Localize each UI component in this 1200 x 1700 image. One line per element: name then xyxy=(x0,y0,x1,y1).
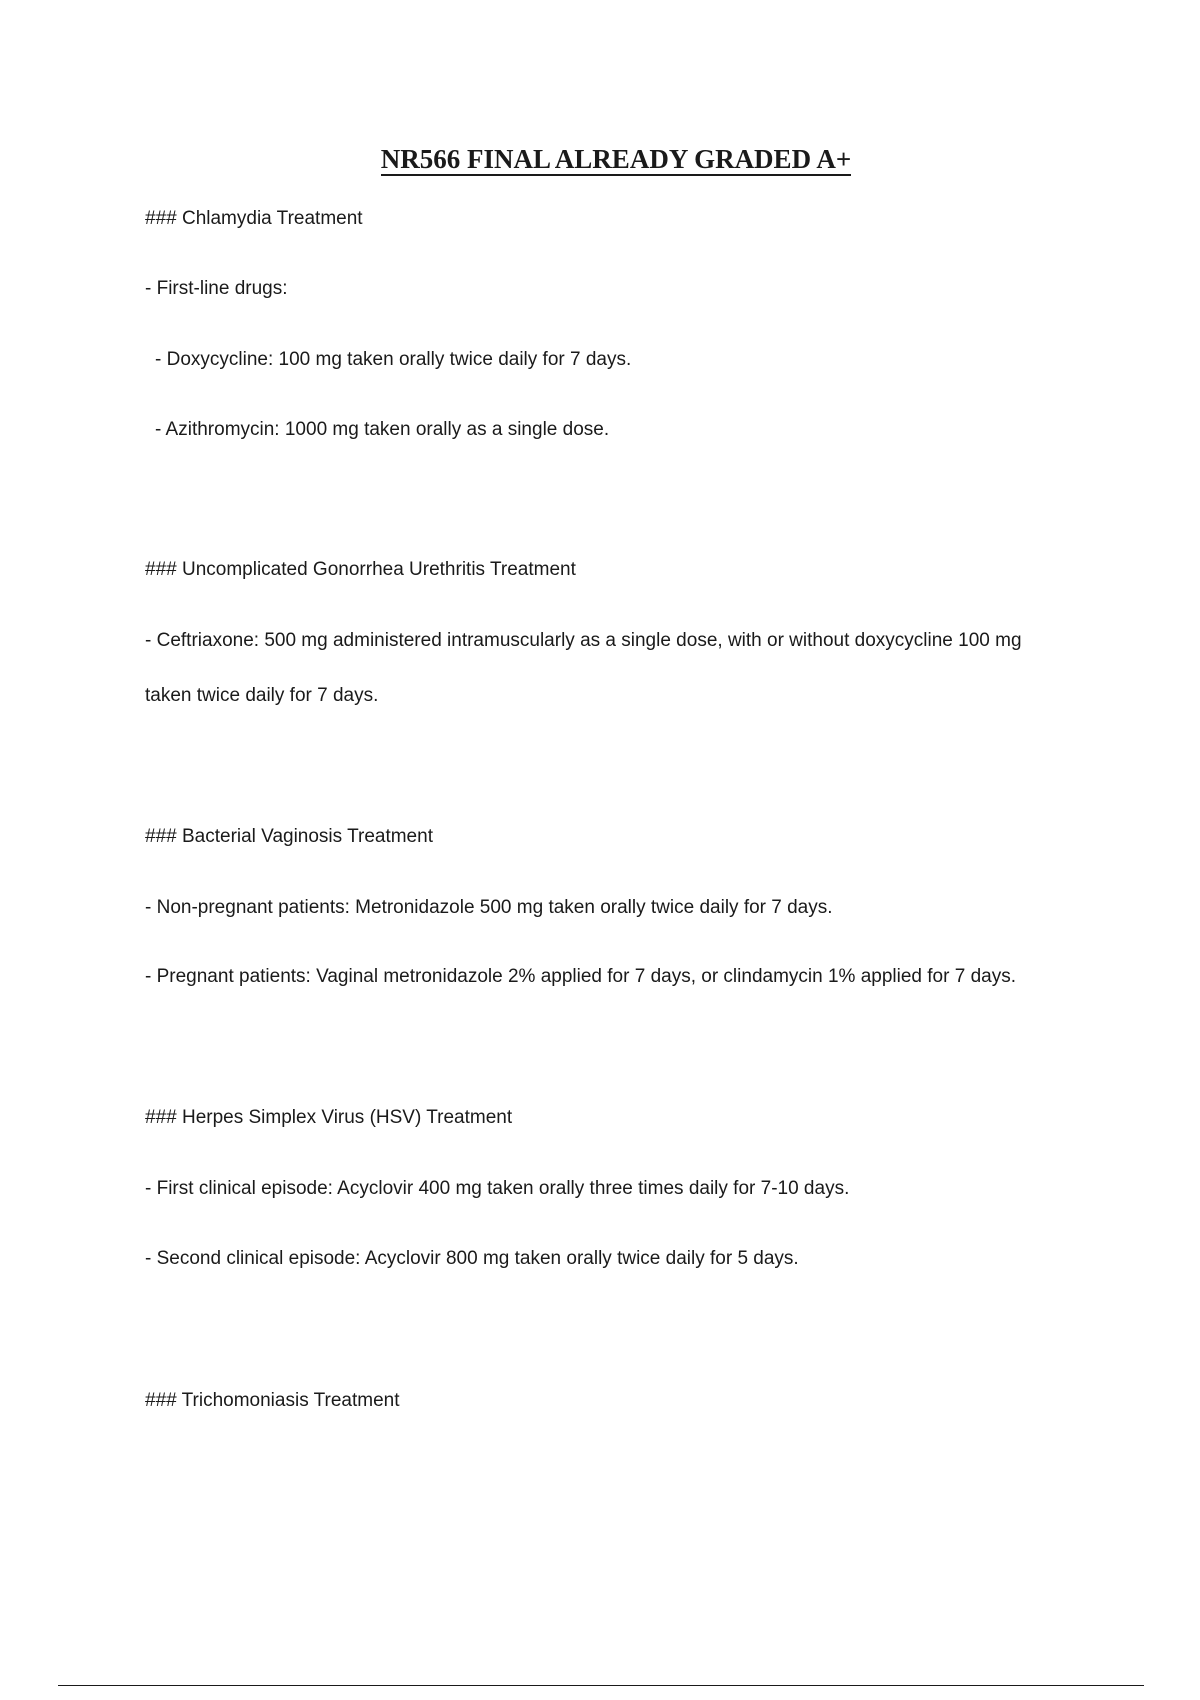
list-item: - Doxycycline: 100 mg taken orally twice daily for 7 days. xyxy=(155,349,632,370)
list-item: - First clinical episode: Acyclovir 400 mg taken orally three times daily for 7-10 days. xyxy=(145,1178,850,1199)
document-title-text: NR566 FINAL ALREADY GRADED A+ xyxy=(380,144,852,174)
list-item: - Azithromycin: 1000 mg taken orally as a single dose. xyxy=(155,419,610,440)
list-item: - Second clinical episode: Acyclovir 800 mg taken orally twice daily for 5 days. xyxy=(145,1248,799,1269)
section-heading-gonorrhea: ### Uncomplicated Gonorrhea Urethritis Treatment xyxy=(145,559,576,580)
section-heading-trichomoniasis: ### Trichomoniasis Treatment xyxy=(145,1390,400,1411)
list-item: - Pregnant patients: Vaginal metronidazole 2% applied for 7 days, or clindamycin 1% applied for 7 days. xyxy=(145,966,1016,987)
section-heading-hsv: ### Herpes Simplex Virus (HSV) Treatment xyxy=(145,1107,513,1128)
list-item: - Ceftriaxone: 500 mg administered intramuscularly as a single dose, with or without doxycycline 100 mg xyxy=(145,630,1022,651)
footer-divider xyxy=(58,1685,1144,1686)
list-item: - First-line drugs: xyxy=(145,278,288,299)
list-item-continuation: taken twice daily for 7 days. xyxy=(145,685,379,706)
document-title xyxy=(0,142,1200,176)
section-heading-chlamydia: ### Chlamydia Treatment xyxy=(145,208,363,229)
section-heading-bacterial-vaginosis: ### Bacterial Vaginosis Treatment xyxy=(145,826,433,847)
list-item: - Non-pregnant patients: Metronidazole 500 mg taken orally twice daily for 7 days. xyxy=(145,897,833,918)
